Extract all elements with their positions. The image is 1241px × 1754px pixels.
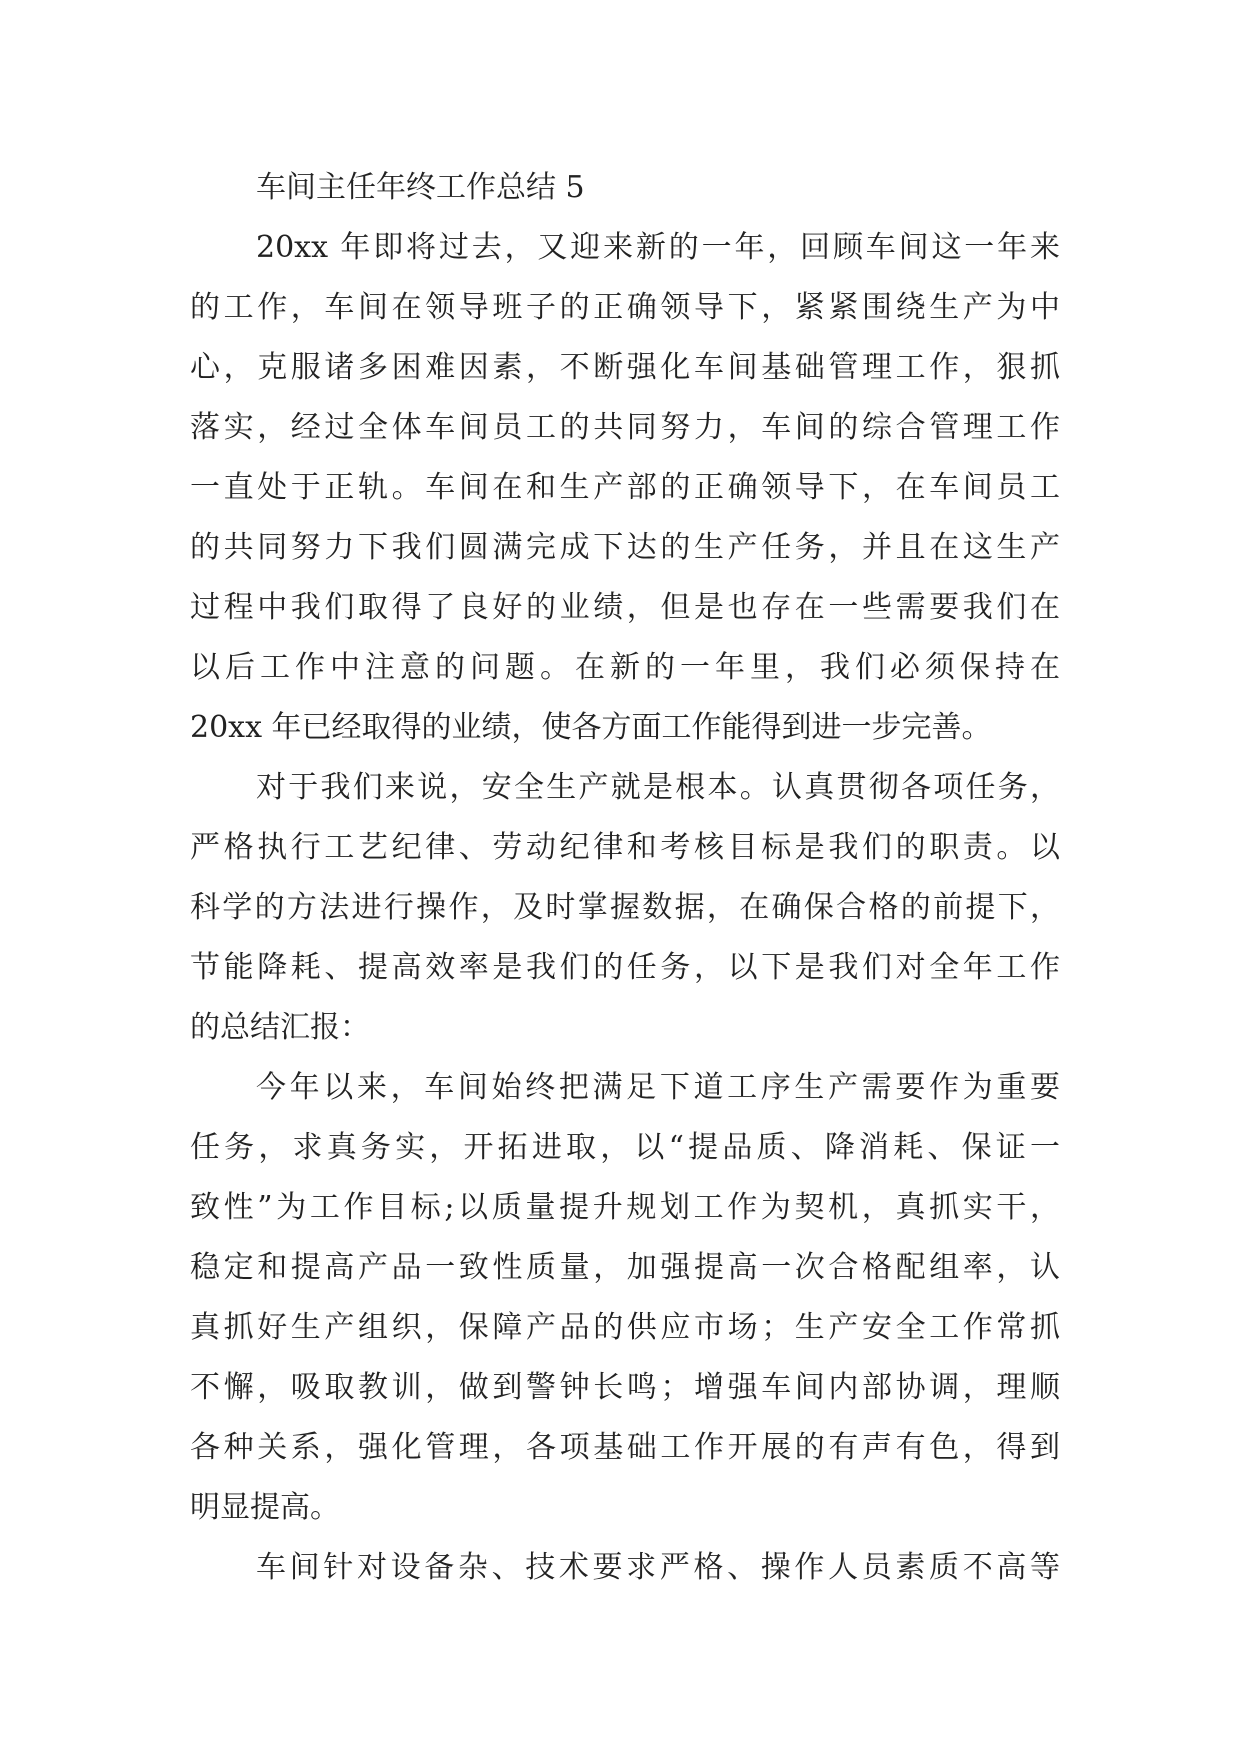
paragraph-3-line-3: 致性”为工作目标;以质量提升规划工作为契机，真抓实干， [190, 1190, 1060, 1225]
paragraph-1-line-7: 过程中我们取得了良好的业绩，但是也存在一些需要我们在 [190, 590, 1060, 625]
paragraph-1-line-4: 落实，经过全体车间员工的共同努力，车间的综合管理工作 [190, 410, 1060, 445]
paragraph-4-line-1: 车间针对设备杂、技术要求严格、操作人员素质不高等 [256, 1550, 1060, 1585]
paragraph-1-line-5: 一直处于正轨。车间在和生产部的正确领导下，在车间员工 [190, 470, 1060, 505]
paragraph-2-line-5: 的总结汇报： [190, 1010, 370, 1045]
paragraph-3-line-6: 不懈，吸取教训，做到警钟长鸣；增强车间内部协调，理顺 [190, 1370, 1060, 1405]
paragraph-1-line-3: 心，克服诸多困难因素，不断强化车间基础管理工作，狠抓 [190, 350, 1060, 385]
paragraph-2-line-2: 严格执行工艺纪律、劳动纪律和考核目标是我们的职责。以 [190, 830, 1060, 865]
paragraph-1-line-1: 20xx 年即将过去，又迎来新的一年，回顾车间这一年来 [256, 230, 1060, 265]
paragraph-1-line-9: 20xx 年已经取得的业绩，使各方面工作能得到进一步完善。 [190, 710, 992, 745]
paragraph-3-line-2: 任务，求真务实，开拓进取，以“提品质、降消耗、保证一 [190, 1130, 1060, 1165]
paragraph-3-line-4: 稳定和提高产品一致性质量，加强提高一次合格配组率，认 [190, 1250, 1060, 1285]
paragraph-1-line-6: 的共同努力下我们圆满完成下达的生产任务，并且在这生产 [190, 530, 1060, 565]
paragraph-1-line-8: 以后工作中注意的问题。在新的一年里，我们必须保持在 [190, 650, 1060, 685]
paragraph-3-line-8: 明显提高。 [190, 1490, 340, 1525]
paragraph-3-line-1: 今年以来，车间始终把满足下道工序生产需要作为重要 [256, 1070, 1060, 1105]
paragraph-3-line-7: 各种关系，强化管理，各项基础工作开展的有声有色，得到 [190, 1430, 1060, 1465]
paragraph-3-line-5: 真抓好生产组织，保障产品的供应市场；生产安全工作常抓 [190, 1310, 1060, 1345]
paragraph-1-line-2: 的工作，车间在领导班子的正确领导下，紧紧围绕生产为中 [190, 290, 1060, 325]
paragraph-2-line-1: 对于我们来说，安全生产就是根本。认真贯彻各项任务， [256, 770, 1060, 805]
paragraph-2-line-3: 科学的方法进行操作，及时掌握数据，在确保合格的前提下， [190, 890, 1060, 925]
document-body [190, 158, 1060, 1598]
document-title: 车间主任年终工作总结 5 [256, 170, 585, 205]
paragraph-2-line-4: 节能降耗、提高效率是我们的任务，以下是我们对全年工作 [190, 950, 1060, 985]
